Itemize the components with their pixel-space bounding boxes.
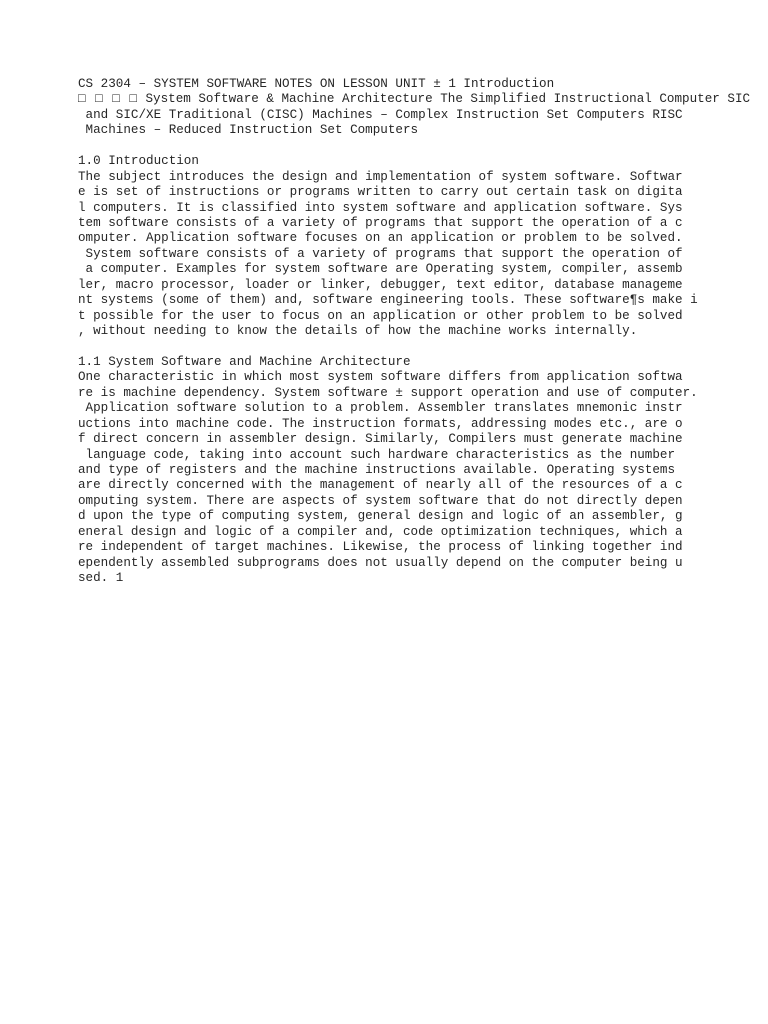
body-line: are directly concerned with the management of nearly all of the resources of a c bbox=[78, 478, 683, 493]
body-line: eneral design and logic of a compiler and, code optimization techniques, which a bbox=[78, 524, 683, 539]
body-line: omputer. Application software focuses on an application or problem to be solved. bbox=[78, 231, 683, 246]
body-line: d upon the type of computing system, general design and logic of an assembler, g bbox=[78, 509, 683, 524]
section-1-1-body bbox=[78, 370, 758, 586]
body-line: re is machine dependency. System software ± support operation and use of computer. bbox=[78, 385, 698, 400]
page-number-line: sed. 1 bbox=[78, 571, 124, 585]
body-line: One characteristic in which most system software differs from application softwa bbox=[78, 370, 683, 385]
topics-text-1: System Software & Machine Architecture The Simplified Instructional Computer SIC bbox=[137, 92, 751, 107]
topics-line-3: Machines – Reduced Instruction Set Computers bbox=[78, 123, 419, 138]
body-line: nt systems (some of them) and, software engineering tools. These software¶s make i bbox=[78, 293, 698, 308]
body-line: omputing system. There are aspects of system software that do not directly depen bbox=[78, 493, 683, 508]
body-line: l computers. It is classified into system software and application software. Sys bbox=[78, 200, 683, 215]
topics-line-2: and SIC/XE Traditional (CISC) Machines – Complex Instruction Set Computers RISC bbox=[78, 107, 683, 122]
body-line: t possible for the user to focus on an application or other problem to be solved bbox=[78, 308, 683, 323]
body-line: The subject introduces the design and implementation of system software. Softwar bbox=[78, 169, 683, 184]
section-1-0-body bbox=[78, 170, 758, 340]
section-heading-1-0: 1.0 Introduction bbox=[78, 154, 199, 169]
body-line: e is set of instructions or programs written to carry out certain task on digita bbox=[78, 185, 683, 200]
body-line: f direct concern in assembler design. Similarly, Compilers must generate machine bbox=[78, 432, 683, 447]
paragraph-gap bbox=[78, 139, 758, 154]
body-line: re independent of target machines. Likewise, the process of linking together ind bbox=[78, 540, 683, 555]
section-heading-1-1: 1.1 System Software and Machine Architecture bbox=[78, 354, 411, 369]
missing-glyph-boxes: □ □ □ □ bbox=[78, 92, 138, 107]
paragraph-gap bbox=[78, 339, 758, 354]
topics-line-1 bbox=[78, 92, 758, 107]
body-line: System software consists of a variety of programs that support the operation of bbox=[78, 246, 683, 261]
body-line: and type of registers and the machine instructions available. Operating systems bbox=[78, 462, 676, 477]
body-line: ler, macro processor, loader or linker, debugger, text editor, database manageme bbox=[78, 277, 683, 292]
body-line: language code, taking into account such hardware characteristics as the number bbox=[78, 447, 676, 462]
body-line: , without needing to know the details of how the machine works internally. bbox=[78, 324, 638, 338]
body-line: Application software solution to a problem. Assembler translates mnemonic instr bbox=[78, 401, 683, 416]
body-line: uctions into machine code. The instruction formats, addressing modes etc., are o bbox=[78, 416, 683, 431]
body-line: a computer. Examples for system software are Operating system, compiler, assemb bbox=[78, 262, 683, 277]
body-line: ependently assembled subprograms does not usually depend on the computer being u bbox=[78, 555, 683, 570]
document-page bbox=[78, 77, 758, 586]
document-title: CS 2304 – SYSTEM SOFTWARE NOTES ON LESSON UNIT ± 1 Introduction bbox=[78, 77, 555, 91]
body-line: tem software consists of a variety of programs that support the operation of a c bbox=[78, 215, 683, 230]
